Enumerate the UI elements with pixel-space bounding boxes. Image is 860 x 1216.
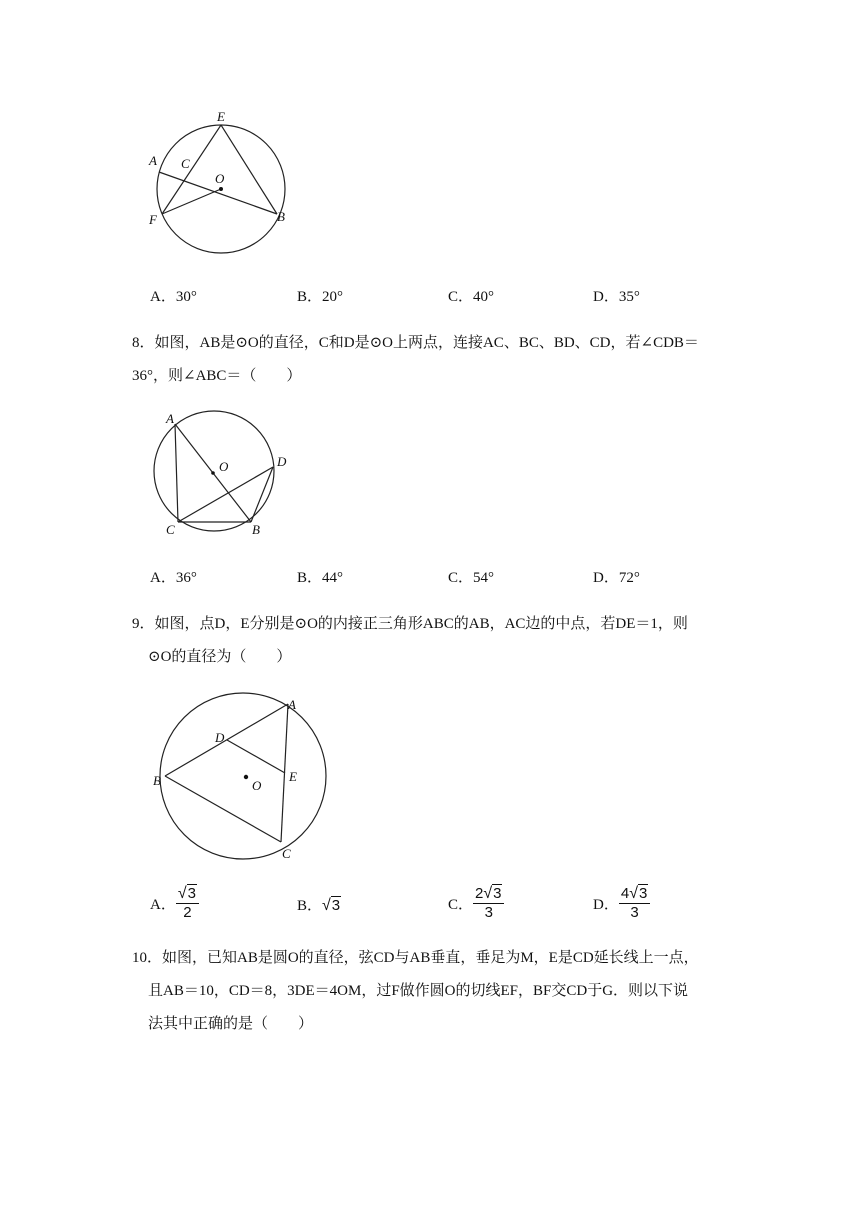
q8-option-a: A．36° (150, 570, 197, 586)
q9-option-c-coef: 2 (475, 885, 484, 902)
q7-line-eb (221, 125, 277, 214)
q9-label-c: C (282, 846, 291, 861)
q7-label-b: B (277, 209, 285, 224)
q7-label-o: O (215, 171, 225, 186)
q9-option-b-prefix: B． (297, 898, 323, 914)
q9-label-a: A (288, 697, 296, 712)
q9-center-dot (244, 775, 248, 779)
q9-stem-line2: ⊙O的直径为（ ） (148, 649, 292, 665)
q9-figure (145, 685, 340, 865)
q8-option-d: D．72° (593, 570, 640, 586)
q9-option-d-fraction: $\frac{4√3}{3}$ (619, 885, 650, 922)
q9-option-a (150, 885, 199, 922)
q7-label-e: E (217, 109, 225, 124)
q7-option-b: B．20° (297, 289, 344, 305)
q9-option-b: B．√3 (297, 897, 341, 914)
q9-stem-line1: 9．如图，点D，E分别是⊙O的内接正三角形ABC的AB，AC边的中点，若DE＝1，则 (132, 616, 688, 632)
q9-option-d-coef: 4 (620, 885, 630, 902)
q8-circle (154, 411, 274, 531)
q7-center-dot (219, 187, 223, 191)
q9-option-d-radicand: 3 (638, 885, 648, 902)
q8-label-d: D (277, 454, 287, 469)
q7-option-a: A．30° (150, 289, 197, 305)
q8-center-dot (211, 471, 215, 475)
q7-line-ef (162, 125, 221, 214)
q9-option-a-denominator: 2 (183, 904, 192, 921)
q8-option-c: C．54° (448, 570, 495, 586)
q7-label-a: A (149, 153, 157, 168)
q7-option-d: D．35° (593, 289, 640, 305)
q8-line-ac (175, 424, 178, 522)
q9-side-ab (165, 704, 288, 776)
q9-option-d (593, 885, 650, 922)
q9-label-e: E (289, 769, 297, 784)
q8-figure (140, 405, 310, 550)
q7-figure (140, 100, 310, 260)
q10-stem-line1: 10．如图，已知AB是圆O的直径，弦CD与AB垂直，垂足为M，E是CD延长线上一点， (132, 950, 699, 966)
q9-label-b: B (153, 773, 161, 788)
q9-label-d: D (215, 730, 225, 745)
q9-option-c-denominator: 3 (484, 904, 493, 921)
q8-stem-line1: 8．如图，AB是⊙O的直径，C和D是⊙O上两点，连接AC、BC、BD、CD，若∠CDB＝ (132, 335, 699, 351)
q9-circle (160, 693, 326, 859)
q10-stem-line2: 且AB＝10，CD＝8，3DE＝4OM，过F做作圆O的切线EF，BF交CD于G．则以下说 (148, 983, 689, 999)
q9-option-d-prefix: D． (593, 897, 619, 913)
q9-line-de (227, 740, 285, 773)
q9-option-c-radicand: 3 (493, 885, 502, 902)
q9-option-c-prefix: C． (448, 897, 474, 913)
q9-option-c (448, 885, 504, 922)
q9-option-a-fraction: $\frac{√3}{2}$ (176, 885, 199, 922)
q8-stem-line2: 36°，则∠ABC＝（ ） (132, 368, 302, 384)
q9-label-o: O (252, 778, 262, 793)
q8-label-b: B (252, 522, 260, 537)
q9-option-a-radicand: 3 (187, 885, 196, 902)
q10-stem-line3: 法其中正确的是（ ） (148, 1016, 314, 1032)
q7-label-c: C (181, 156, 190, 171)
q9-option-c-fraction: $\frac{2√3}{3}$ (473, 885, 504, 922)
q9-option-b-radicand: 3 (331, 897, 341, 914)
q7-option-c: C．40° (448, 289, 495, 305)
q8-line-cd (178, 467, 273, 522)
q8-label-a: A (166, 411, 174, 426)
q8-label-o: O (219, 459, 229, 474)
q9-option-d-denominator: 3 (630, 904, 639, 921)
q8-option-b: B．44° (297, 570, 344, 586)
q7-label-f: F (149, 212, 157, 227)
q8-label-c: C (166, 522, 175, 537)
q9-option-a-prefix: A． (150, 897, 176, 913)
